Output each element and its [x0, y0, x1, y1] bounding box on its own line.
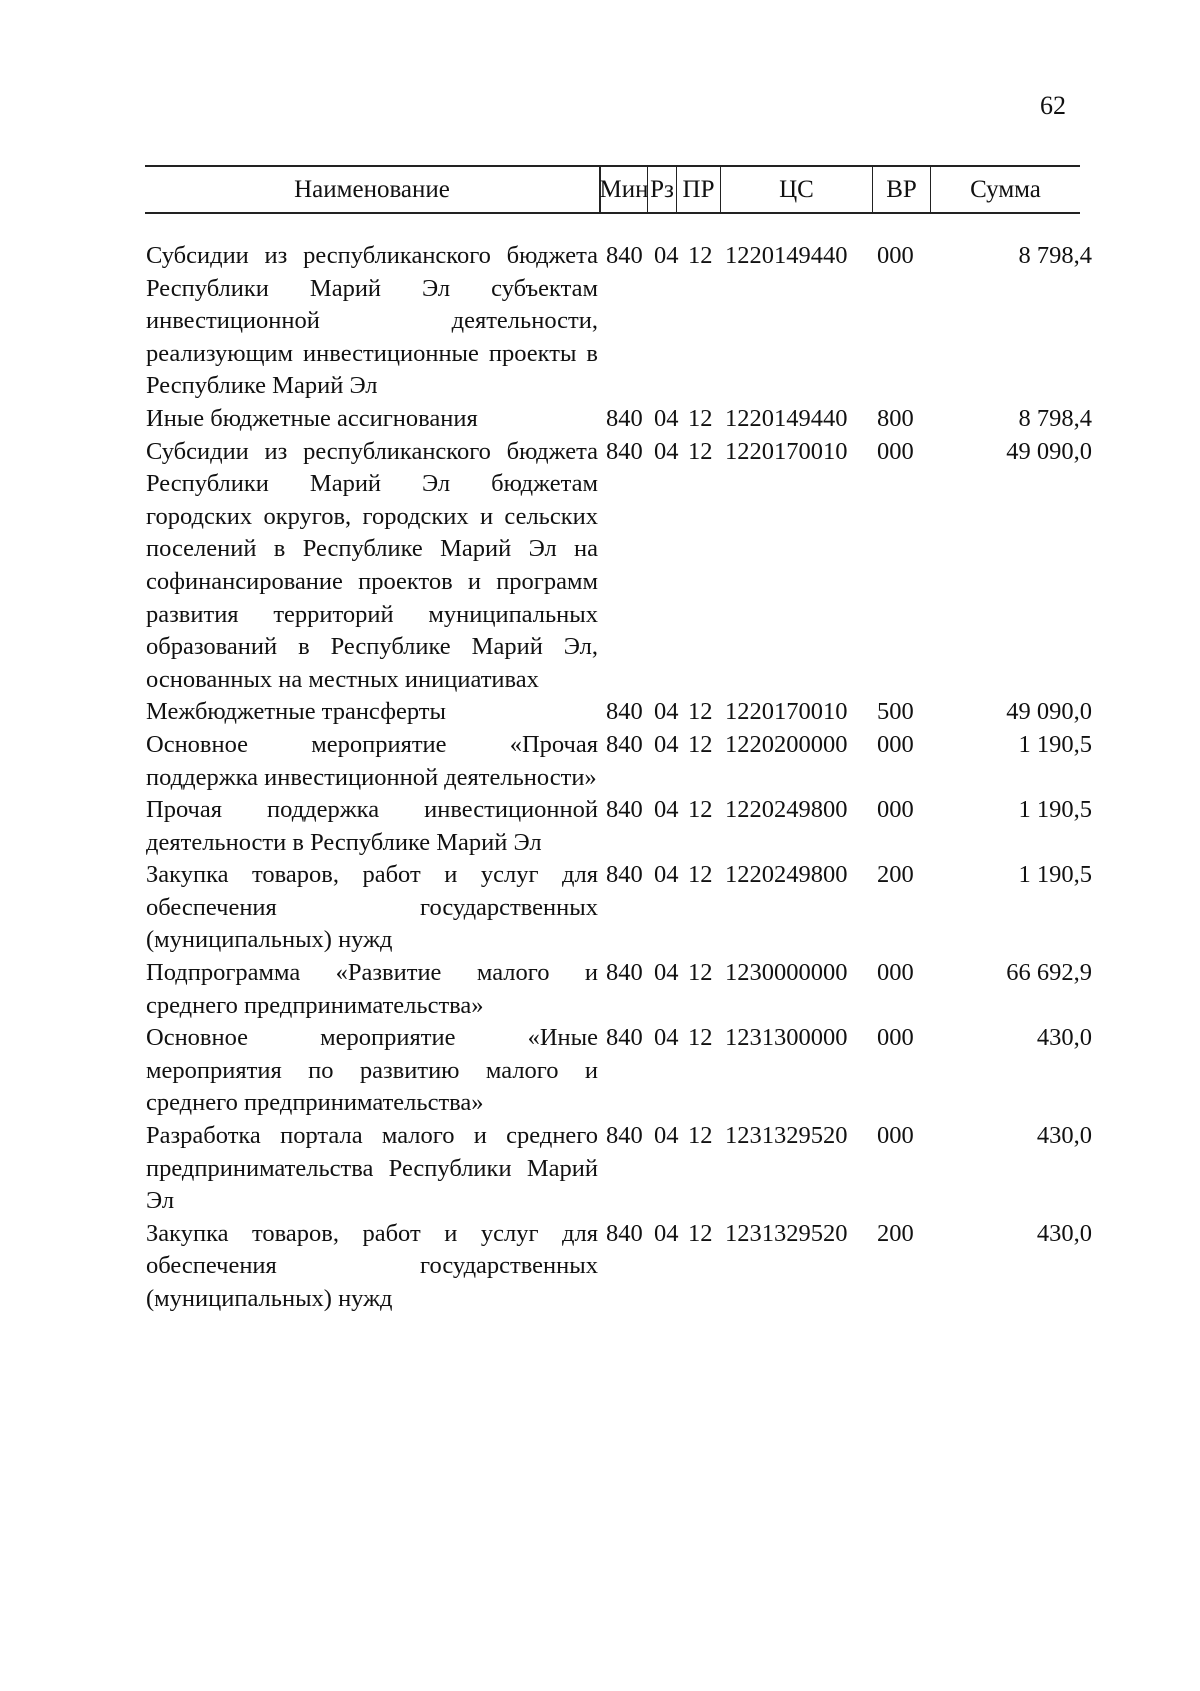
row-vr: 000 — [877, 796, 914, 824]
row-pr: 12 — [688, 861, 713, 889]
row-cs: 1220249800 — [725, 796, 848, 824]
row-rz: 04 — [654, 1219, 679, 1247]
row-name: Субсидии из республиканского бюджета Республики Марий Эл субъектам инвестиционной деятельности, реализующим инвестиционные проекты в Республике Марий Эл — [146, 242, 598, 400]
row-vr: 000 — [877, 1122, 914, 1150]
table-row — [146, 436, 1096, 697]
header-min: Мин — [600, 167, 648, 212]
table-row — [146, 1120, 1096, 1218]
row-name: Иные бюджетные ассигнования — [146, 404, 478, 432]
row-pr: 12 — [688, 730, 713, 758]
row-min: 840 — [606, 242, 643, 269]
row-vr: 000 — [877, 242, 914, 269]
row-sum: 49 090,0 — [1006, 698, 1092, 726]
row-min: 840 — [606, 959, 643, 987]
row-min: 840 — [606, 1219, 643, 1247]
row-min: 840 — [606, 437, 643, 465]
row-codes — [606, 859, 1092, 957]
row-name: Основное мероприятие «Иные мероприятия по развитию малого и среднего предпринимательства» — [146, 1024, 598, 1117]
row-pr: 12 — [688, 404, 713, 432]
row-codes — [606, 957, 1092, 1022]
row-codes — [606, 1218, 1092, 1316]
row-rz: 04 — [654, 1122, 679, 1150]
row-cs: 1220170010 — [725, 437, 848, 465]
header-pr: ПР — [677, 167, 721, 212]
row-pr: 12 — [688, 1024, 713, 1052]
row-sum: 1 190,5 — [1018, 861, 1092, 889]
row-name: Разработка портала малого и среднего предпринимательства Республики Марий Эл — [146, 1122, 598, 1215]
table-row — [146, 240, 1096, 403]
row-pr: 12 — [688, 796, 713, 824]
row-vr: 500 — [877, 698, 914, 726]
row-pr: 12 — [688, 1219, 713, 1247]
row-rz: 04 — [654, 404, 679, 432]
row-rz: 04 — [654, 242, 679, 269]
header-name: Наименование — [145, 167, 600, 212]
row-cs: 1220249800 — [725, 861, 848, 889]
row-cs: 1230000000 — [725, 959, 848, 987]
row-sum: 1 190,5 — [1018, 796, 1092, 824]
table-row — [146, 1022, 1096, 1120]
row-codes — [606, 436, 1092, 697]
row-codes — [606, 1022, 1092, 1120]
row-vr: 200 — [877, 1219, 914, 1247]
row-name: Закупка товаров, работ и услуг для обеспечения государственных (муниципальных) нужд — [146, 861, 598, 954]
row-sum: 8 798,4 — [1018, 404, 1092, 432]
row-min: 840 — [606, 1122, 643, 1150]
row-rz: 04 — [654, 959, 679, 987]
row-sum: 430,0 — [1036, 1219, 1092, 1247]
row-codes — [606, 729, 1092, 794]
table-row — [146, 403, 1096, 436]
row-min: 840 — [606, 796, 643, 824]
row-min: 840 — [606, 404, 643, 432]
row-name: Субсидии из республиканского бюджета Республики Марий Эл бюджетам городских округов, городских и сельских поселений в Республике Марий Эл на софинансирование проектов и программ развития территорий муниципальных образований в Республике Марий Эл, основанных на местных инициативах — [146, 437, 598, 693]
table-row — [146, 957, 1096, 1022]
header-cs: ЦС — [721, 167, 873, 212]
row-cs: 1220149440 — [725, 404, 848, 432]
row-vr: 800 — [877, 404, 914, 432]
table-row — [146, 859, 1096, 957]
row-name: Прочая поддержка инвестиционной деятельности в Республике Марий Эл — [146, 796, 598, 856]
row-codes — [606, 794, 1092, 859]
row-sum: 430,0 — [1036, 1122, 1092, 1150]
row-codes — [606, 403, 1092, 436]
row-rz: 04 — [654, 437, 679, 465]
row-pr: 12 — [688, 242, 713, 269]
table-row — [146, 696, 1096, 729]
row-sum: 8 798,4 — [1018, 242, 1092, 269]
header-sum: Сумма — [970, 175, 1041, 203]
row-min: 840 — [606, 861, 643, 889]
table-row — [146, 729, 1096, 794]
row-codes — [606, 240, 1092, 403]
row-cs: 1231329520 — [725, 1219, 848, 1247]
row-sum: 1 190,5 — [1018, 730, 1092, 758]
row-rz: 04 — [654, 796, 679, 824]
row-name: Основное мероприятие «Прочая поддержка инвестиционной деятельности» — [146, 730, 598, 791]
row-vr: 000 — [877, 437, 914, 465]
row-rz: 04 — [654, 698, 679, 726]
row-sum: 49 090,0 — [1006, 437, 1092, 465]
row-min: 840 — [606, 1024, 643, 1052]
table-header — [145, 165, 1080, 214]
row-min: 840 — [606, 730, 643, 758]
table-body — [146, 240, 1096, 1316]
row-rz: 04 — [654, 861, 679, 889]
table-row — [146, 794, 1096, 859]
header-rz: Рз — [648, 167, 677, 212]
row-min: 840 — [606, 698, 643, 726]
row-cs: 1231300000 — [725, 1024, 848, 1052]
page-number: 62 — [1040, 91, 1066, 120]
row-pr: 12 — [688, 1122, 713, 1150]
row-cs: 1220200000 — [725, 730, 848, 758]
row-cs: 1220149440 — [725, 242, 848, 269]
row-name: Закупка товаров, работ и услуг для обеспечения государственных (муниципальных) нужд — [146, 1219, 598, 1312]
row-pr: 12 — [688, 437, 713, 465]
header-vr: ВР — [873, 167, 931, 212]
row-sum: 66 692,9 — [1006, 959, 1092, 987]
row-vr: 000 — [877, 730, 914, 758]
row-vr: 200 — [877, 861, 914, 889]
row-vr: 000 — [877, 1024, 914, 1052]
row-pr: 12 — [688, 698, 713, 726]
row-cs: 1220170010 — [725, 698, 848, 726]
row-vr: 000 — [877, 959, 914, 987]
row-rz: 04 — [654, 1024, 679, 1052]
row-name: Подпрограмма «Развитие малого и среднего предпринимательства» — [146, 959, 598, 1019]
row-rz: 04 — [654, 730, 679, 758]
row-sum: 430,0 — [1036, 1024, 1092, 1052]
row-name: Межбюджетные трансферты — [146, 698, 446, 726]
row-codes — [606, 696, 1092, 729]
row-pr: 12 — [688, 959, 713, 987]
table-row — [146, 1218, 1096, 1316]
row-cs: 1231329520 — [725, 1122, 848, 1150]
row-codes — [606, 1120, 1092, 1218]
